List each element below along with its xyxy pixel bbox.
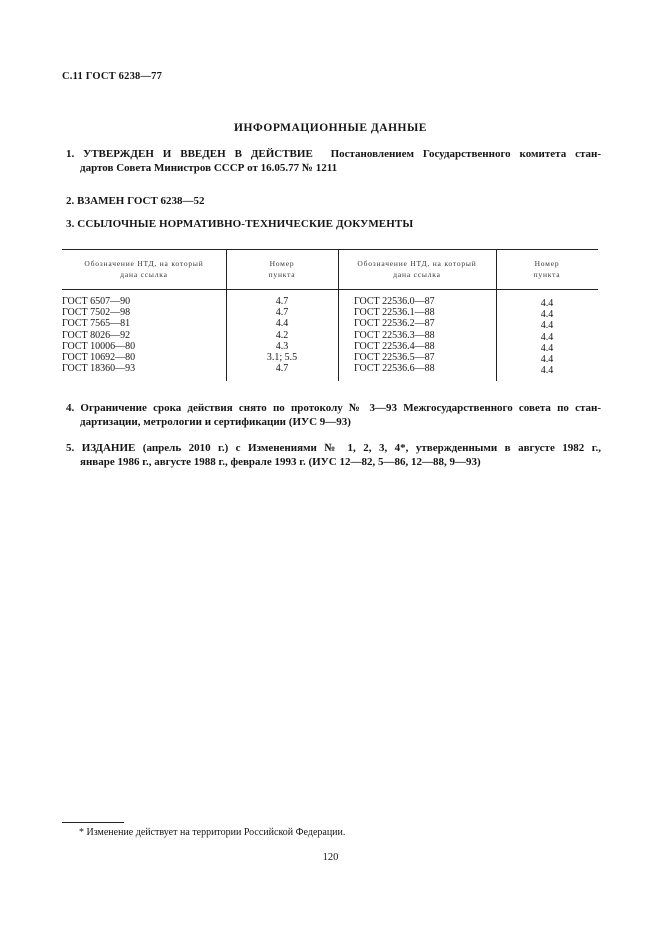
- item-5-line-1: 5. ИЗДАНИЕ (апрель 2010 г.) с Изменениями № 1, 2, 3, 4*, утвержденными в августе 1982 г.,: [66, 442, 601, 454]
- table-cell: ГОСТ 22536.0—87: [354, 296, 435, 307]
- table-cell: ГОСТ 10006—80: [62, 340, 136, 352]
- item-1-line-1: [66, 147, 601, 161]
- table-cell: ГОСТ 6507—90: [62, 296, 131, 307]
- item-1-line-2: дартов Совета Министров СССР от 16.05.77 № 1211: [80, 162, 338, 174]
- table-cell: ГОСТ 22536.4—88: [354, 340, 435, 352]
- reference-table: [62, 249, 598, 381]
- item-1-rest: Постановлением Государственного комитета стан-: [330, 148, 602, 160]
- table-cell: ГОСТ 10692—80: [62, 352, 136, 364]
- right-point-column: [496, 298, 598, 376]
- left-point-column: [226, 296, 338, 374]
- column-header-text: Обозначение НТД, на который: [84, 259, 204, 268]
- item-1: [66, 147, 601, 175]
- footnote: * Изменение действует на территории Российской Федерации.: [79, 827, 346, 838]
- table-cell: 4.7: [275, 363, 289, 375]
- page-title: ИНФОРМАЦИОННЫЕ ДАННЫЕ: [234, 122, 427, 134]
- column-header-text: пункта: [268, 270, 296, 279]
- table-cell: ГОСТ 22536.2—87: [354, 318, 435, 330]
- column-header-text: Обозначение НТД, на который: [357, 259, 477, 268]
- table-cell: 4.4: [540, 354, 554, 366]
- column-header-text: дана ссылка: [393, 270, 441, 279]
- table-cell: 4.7: [275, 307, 289, 319]
- column-header-point-left: [226, 258, 338, 280]
- item-5-line-2: январе 1986 г., августе 1988 г., феврале 1993 г. (ИУС 12—82, 5—86, 12—88, 9—93): [80, 456, 481, 468]
- table-cell: 4.7: [275, 296, 289, 307]
- item-3: 3. ССЫЛОЧНЫЕ НОРМАТИВНО-ТЕХНИЧЕСКИЕ ДОКУМЕНТЫ: [66, 218, 414, 230]
- column-header-ntd-left: [62, 258, 226, 280]
- table-cell: 4.4: [540, 320, 554, 332]
- table-cell: ГОСТ 7502—98: [62, 307, 131, 319]
- table-cell: 4.4: [540, 309, 554, 321]
- table-cell: 4.4: [540, 298, 554, 309]
- column-header-text: дана ссылка: [120, 270, 168, 279]
- table-cell: ГОСТ 22536.3—88: [354, 329, 435, 341]
- column-header-point-right: [496, 258, 598, 280]
- column-header-text: Номер: [534, 259, 560, 268]
- table-cell: 4.4: [540, 331, 554, 343]
- item-1-bold: 1. УТВЕРЖДЕН И ВВЕДЕН В ДЕЙСТВИЕ: [66, 148, 313, 160]
- table-cell: 4.3: [275, 340, 289, 352]
- table-top-rule: [62, 249, 598, 250]
- table-header-rule: [62, 289, 598, 290]
- column-header-text: пункта: [533, 270, 561, 279]
- table-cell: ГОСТ 8026—92: [62, 329, 131, 341]
- footnote-rule: [62, 822, 124, 823]
- item-4-line-1: 4. Ограничение срока действия снято по протоколу № 3—93 Межгосударственного совета по стан-: [66, 402, 601, 414]
- table-cell: ГОСТ 22536.5—87: [354, 352, 435, 364]
- table-cell: ГОСТ 18360—93: [62, 363, 136, 375]
- table-cell: 4.4: [540, 365, 554, 377]
- running-head: С.11 ГОСТ 6238—77: [62, 71, 163, 82]
- table-cell: 4.4: [275, 318, 289, 330]
- left-doc-column: [62, 296, 222, 374]
- table-cell: ГОСТ 7565—81: [62, 318, 131, 330]
- table-cell: 4.4: [540, 342, 554, 354]
- item-2: 2. ВЗАМЕН ГОСТ 6238—52: [66, 195, 205, 207]
- table-cell: 3.1; 5.5: [266, 352, 298, 364]
- table-cell: 4.2: [275, 329, 289, 341]
- right-doc-column: [354, 296, 494, 374]
- item-5: [66, 441, 601, 469]
- table-cell: ГОСТ 22536.1—88: [354, 307, 435, 319]
- item-4: [66, 401, 601, 429]
- column-header-ntd-right: [338, 258, 496, 280]
- page-number: 120: [322, 852, 339, 863]
- column-header-text: Номер: [269, 259, 295, 268]
- item-4-line-2: дартизации, метрологии и сертификации (ИУС 9—93): [80, 416, 351, 428]
- table-cell: ГОСТ 22536.6—88: [354, 363, 435, 375]
